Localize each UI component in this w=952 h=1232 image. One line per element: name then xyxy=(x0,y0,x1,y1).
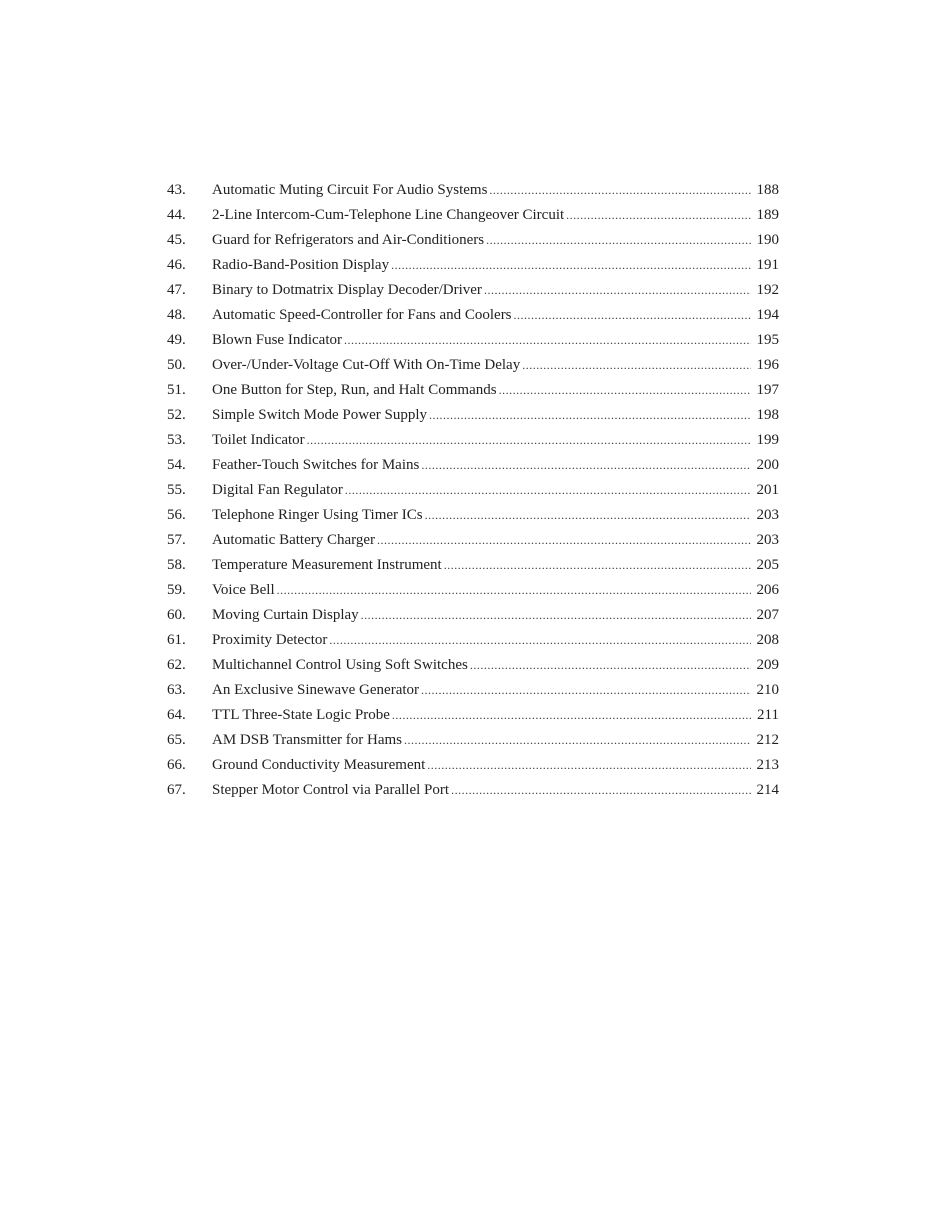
entry-page: 209 xyxy=(756,657,779,673)
entry-page: 203 xyxy=(756,507,779,523)
entry-title: Simple Switch Mode Power Supply xyxy=(212,407,428,423)
entry-number: 46. xyxy=(167,257,186,273)
entry-page: 208 xyxy=(756,632,779,648)
entry-number: 45. xyxy=(167,232,186,248)
dot-leader xyxy=(484,278,751,303)
entry-page: 214 xyxy=(756,782,779,798)
entry-number: 48. xyxy=(167,307,186,323)
entry-title: Voice Bell xyxy=(212,582,275,598)
entry-page: 200 xyxy=(756,457,779,473)
entry-title: Digital Fan Regulator xyxy=(212,482,343,498)
entry-page: 203 xyxy=(756,532,779,548)
entry-number: 50. xyxy=(167,357,186,373)
dot-leader xyxy=(277,578,751,603)
entry-page: 194 xyxy=(756,307,779,323)
entry-title: An Exclusive Sinewave Generator xyxy=(212,682,420,698)
dot-leader xyxy=(451,778,751,803)
toc-entry xyxy=(167,303,779,328)
entry-number: 55. xyxy=(167,482,186,498)
entry-number: 59. xyxy=(167,582,186,598)
toc-entry xyxy=(167,753,779,778)
toc-entry xyxy=(167,578,779,603)
dot-leader xyxy=(404,728,751,753)
entry-title: Over-/Under-Voltage Cut-Off With On-Time Delay xyxy=(212,357,521,373)
entry-page: 211 xyxy=(757,707,779,723)
toc-entry xyxy=(167,203,779,228)
entry-title: Multichannel Control Using Soft Switches xyxy=(212,657,468,673)
entry-number: 63. xyxy=(167,682,186,698)
toc-entry xyxy=(167,678,779,703)
entry-page: 212 xyxy=(756,732,779,748)
entry-title: Automatic Battery Charger xyxy=(212,532,376,548)
dot-leader xyxy=(344,328,751,353)
entry-number: 49. xyxy=(167,332,186,348)
dot-leader xyxy=(391,253,751,278)
dot-leader xyxy=(345,478,751,503)
entry-page: 189 xyxy=(756,207,779,223)
dot-leader xyxy=(361,603,751,628)
entry-page: 190 xyxy=(756,232,779,248)
entry-title: Ground Conductivity Measurement xyxy=(212,757,426,773)
entry-page: 191 xyxy=(756,257,779,273)
entry-number: 44. xyxy=(167,207,186,223)
entry-number: 67. xyxy=(167,782,186,798)
entry-title: Telephone Ringer Using Timer ICs xyxy=(212,507,423,523)
entry-number: 62. xyxy=(167,657,186,673)
dot-leader xyxy=(489,178,751,203)
dot-leader xyxy=(499,378,751,403)
dot-leader xyxy=(514,303,751,328)
toc-entry xyxy=(167,278,779,303)
entry-page: 210 xyxy=(756,682,779,698)
toc-entry xyxy=(167,603,779,628)
dot-leader xyxy=(392,703,751,728)
entry-title: Blown Fuse Indicator xyxy=(212,332,342,348)
entry-number: 60. xyxy=(167,607,186,623)
entry-number: 61. xyxy=(167,632,186,648)
toc-entry xyxy=(167,553,779,578)
toc-entry xyxy=(167,228,779,253)
entry-page: 192 xyxy=(756,282,779,298)
dot-leader xyxy=(427,753,751,778)
dot-leader xyxy=(329,628,751,653)
entry-title: Automatic Muting Circuit For Audio Systems xyxy=(212,182,488,198)
toc-entry xyxy=(167,528,779,553)
entry-page: 199 xyxy=(756,432,779,448)
toc-entry xyxy=(167,328,779,353)
entry-number: 57. xyxy=(167,532,186,548)
toc-entry xyxy=(167,378,779,403)
dot-leader xyxy=(377,528,751,553)
entry-title: 2-Line Intercom-Cum-Telephone Line Changeover Circuit xyxy=(212,207,565,223)
entry-title: Binary to Dotmatrix Display Decoder/Driver xyxy=(212,282,482,298)
entry-page: 188 xyxy=(756,182,779,198)
entry-page: 205 xyxy=(756,557,779,573)
entry-title: Radio-Band-Position Display xyxy=(212,257,390,273)
entry-title: TTL Three-State Logic Probe xyxy=(212,707,390,723)
entry-number: 47. xyxy=(167,282,186,298)
entry-title: AM DSB Transmitter for Hams xyxy=(212,732,403,748)
entry-page: 198 xyxy=(756,407,779,423)
table-of-contents xyxy=(167,178,779,803)
entry-title: Stepper Motor Control via Parallel Port xyxy=(212,782,450,798)
entry-title: Toilet Indicator xyxy=(212,432,305,448)
toc-entry xyxy=(167,778,779,803)
entry-number: 52. xyxy=(167,407,186,423)
toc-entry xyxy=(167,728,779,753)
dot-leader xyxy=(444,553,751,578)
entry-title: Temperature Measurement Instrument xyxy=(212,557,442,573)
toc-entry xyxy=(167,428,779,453)
toc-entry xyxy=(167,503,779,528)
entry-number: 43. xyxy=(167,182,186,198)
entry-number: 66. xyxy=(167,757,186,773)
entry-title: Moving Curtain Display xyxy=(212,607,359,623)
entry-title: Automatic Speed-Controller for Fans and Coolers xyxy=(212,307,512,323)
entry-number: 65. xyxy=(167,732,186,748)
dot-leader xyxy=(429,403,751,428)
toc-entry xyxy=(167,253,779,278)
entry-page: 206 xyxy=(756,582,779,598)
entry-page: 196 xyxy=(756,357,779,373)
entry-page: 197 xyxy=(756,382,779,398)
entry-title: Proximity Detector xyxy=(212,632,328,648)
entry-title: One Button for Step, Run, and Halt Commands xyxy=(212,382,497,398)
dot-leader xyxy=(421,453,751,478)
entry-number: 58. xyxy=(167,557,186,573)
entry-page: 201 xyxy=(756,482,779,498)
entry-page: 207 xyxy=(756,607,779,623)
toc-entry xyxy=(167,653,779,678)
dot-leader xyxy=(425,503,751,528)
entry-page: 195 xyxy=(756,332,779,348)
dot-leader xyxy=(566,203,751,228)
entry-number: 53. xyxy=(167,432,186,448)
toc-entry xyxy=(167,628,779,653)
dot-leader xyxy=(470,653,751,678)
entry-number: 51. xyxy=(167,382,186,398)
toc-entry xyxy=(167,403,779,428)
dot-leader xyxy=(421,678,751,703)
dot-leader xyxy=(486,228,751,253)
toc-entry xyxy=(167,178,779,203)
entry-title: Feather-Touch Switches for Mains xyxy=(212,457,420,473)
toc-entry xyxy=(167,453,779,478)
toc-entry xyxy=(167,478,779,503)
dot-leader xyxy=(522,353,751,378)
entry-page: 213 xyxy=(756,757,779,773)
toc-entry xyxy=(167,703,779,728)
entry-number: 56. xyxy=(167,507,186,523)
entry-number: 54. xyxy=(167,457,186,473)
dot-leader xyxy=(307,428,751,453)
toc-entry xyxy=(167,353,779,378)
entry-title: Guard for Refrigerators and Air-Conditioners xyxy=(212,232,485,248)
entry-number: 64. xyxy=(167,707,186,723)
